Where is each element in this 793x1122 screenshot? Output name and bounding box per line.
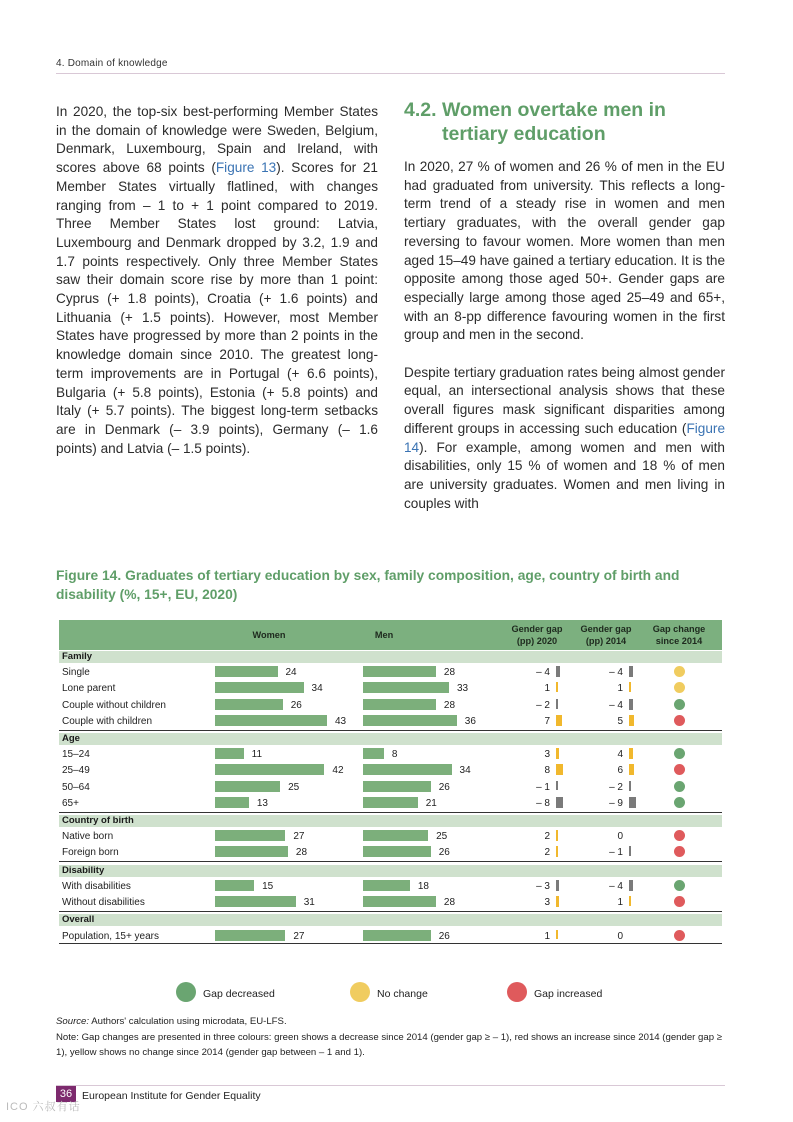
women-bar [215,764,324,775]
group-divider [59,911,722,912]
gap-2014-tick [629,781,631,792]
group-divider [59,943,722,944]
source-label: Source: [56,1016,90,1027]
women-value: 11 [251,749,263,760]
gap-2014-tick [629,880,633,891]
row-label: 15–24 [62,749,90,760]
women-bar [215,699,283,710]
row-label: 25–49 [62,765,90,777]
legend-label: Gap increased [534,988,603,1000]
gap-change-dot [674,748,685,759]
row-label: Couple with children [62,715,153,727]
gap-2020-tick [556,682,558,691]
left-text-2: ). Scores for 21 Member States virtually flatlined, with changes ranging from – 1 to + 1 point compared to 2019. Three Member States lost ground: Latvia, Luxembourg and Denmark dropped by 3.2, 1.9 and 1.7 points respectively. Only three Member States saw their domain score rise by more than 1 point: Cyprus (+ 1.8 points), Croatia (+ 1.6 points) and Lithuania (+ 1.5 points). However, most Member States have progressed by more than 2 points in the knowledge domain since 2010. The greatest long-term improvements are in Portugal (+ 6.6 points), Bulgaria (+ 5.8 points), Estonia (+ 5.8 points) and Italy (+ 5.7 points). The biggest long-term setbacks are in Denmark (– 3.9 points), Germany (– 1.6 points) and Latvia (– 1.5 points). [56,160,378,456]
right-text-1: Despite tertiary graduation rates being almost gender equal, an intersectional analysis shows that these overall figures mask significant disparities among different groups in accessing such education ( [404,364,725,436]
men-bar [363,699,436,710]
gap-2020-value: – 8 [536,797,550,809]
footer-divider [56,1085,725,1086]
men-bar [363,846,431,857]
gap-2020-tick [556,699,558,710]
gap-2020-tick [556,896,559,907]
gap-2020-tick [556,715,562,726]
gap-2014-value: – 2 [609,781,623,793]
gap-2020-value: 3 [544,749,550,760]
chart-row [0,714,793,730]
men-bar [363,830,428,841]
gap-2014-tick [629,896,631,905]
gap-2014-value: 1 [617,897,623,909]
col-header-men: Men [374,630,394,640]
gap-2014-value: – 4 [609,667,623,678]
row-label: 50–64 [62,781,90,793]
col-header-gap-2020: Gender gap (pp) 2020 [511,624,563,646]
men-bar [363,880,410,891]
women-bar [215,930,285,941]
gap-2020-tick [556,764,563,775]
gap-2014-tick [629,748,633,759]
gap-2014-value: – 9 [609,797,623,809]
chart-row [0,698,793,714]
group-header-country-of-birth [59,815,722,827]
women-value: 31 [303,897,315,909]
source-text: Authors' calculation using microdata, EU-LFS. [89,1016,287,1027]
gap-change-dot [674,699,685,710]
left-text-1: In 2020, the top-six best-performing Member States in the domain of knowledge were Sweden, Belgium, Denmark, Luxembourg, Spain and Ireland, with scores above 68 points ( [56,104,378,176]
row-label: Lone parent [62,683,116,695]
gap-2020-tick [556,930,558,939]
chart-row [0,681,793,697]
gap-2020-tick [556,830,558,841]
gap-2014-tick [629,715,634,726]
left-column [56,103,378,458]
gap-2020-tick [556,666,560,677]
gap-change-dot [674,880,685,891]
gap-change-dot [674,682,685,693]
group-header-family [59,651,722,663]
women-value: 42 [332,765,344,777]
women-value: 25 [288,781,300,793]
gap-2020-value: – 2 [536,699,550,711]
gap-change-dot [674,930,685,941]
men-bar [363,930,431,941]
gap-2020-tick [556,846,558,857]
men-value: 28 [443,667,456,678]
chart-header-band [59,620,722,650]
col-header-gap-2014: Gender gap (pp) 2014 [580,624,632,646]
gap-change-dot [674,830,685,841]
gap-2014-value: 0 [617,931,623,942]
men-value: 26 [438,847,450,859]
women-bar [215,682,304,693]
gap-2014-tick [629,682,631,691]
row-label: Population, 15+ years [62,931,160,942]
men-bar [363,797,418,808]
right-paragraph-2 [404,364,725,514]
legend-label: No change [377,988,428,1000]
women-bar [215,830,285,841]
gap-2014-value: 6 [617,765,623,777]
row-label: 65+ [62,797,79,809]
gap-change-dot [674,764,685,775]
women-value: 15 [262,881,274,892]
women-bar [215,797,249,808]
gap-change-dot [674,715,685,726]
group-header-overall [59,914,722,926]
chart-row [0,763,793,779]
running-header: 4. Domain of knowledge [56,58,168,69]
left-paragraph [56,103,378,458]
men-value: 26 [438,781,450,793]
group-header-disability [59,865,722,877]
women-bar [215,846,288,857]
men-bar [363,896,436,907]
footer-publisher: European Institute for Gender Equality [82,1090,261,1102]
men-bar [363,715,457,726]
women-value: 27 [293,831,305,842]
gap-2020-tick [556,781,558,790]
men-bar [363,781,431,792]
row-label: Native born [62,831,114,842]
gap-2014-value: 4 [617,749,623,760]
group-label: Overall [62,914,95,925]
chart-row [0,747,793,763]
gap-2014-value: 1 [617,683,623,695]
chart-note: Note: Gap changes are presented in three colours: green shows a decrease since 2014 (gender gap ≥ – 1), red shows an increase since 2014 (gender gap ≥ 1), yellow shows no change since 2014 (gender gap between – 1 and 1). [56,1032,722,1058]
men-value: 26 [438,931,450,942]
men-bar [363,748,384,759]
women-bar [215,715,327,726]
group-divider [59,861,722,862]
gap-2014-tick [629,666,633,677]
chart-row [0,829,793,845]
gap-2020-value: – 4 [536,667,550,678]
chart-row [0,796,793,812]
figure-caption: Graduates of tertiary education by sex, family composition, age, country of birth and disability (%, 15+, EU, 2020) [56,568,680,602]
women-bar [215,781,280,792]
gap-2014-value: – 1 [609,847,623,859]
section-number: 4.2. [404,99,437,121]
gap-2014-value: 0 [617,831,623,842]
women-bar [215,666,278,677]
gap-2020-tick [556,880,559,891]
gap-2020-tick [556,797,563,808]
chart-row [0,895,793,911]
watermark: ICO 六叔有话 [6,1101,81,1113]
men-bar [363,682,449,693]
row-label: Single [62,667,90,678]
gap-2020-value: – 3 [536,881,550,892]
row-label: Foreign born [62,847,119,859]
section-title [404,98,734,146]
gap-change-dot [674,896,685,907]
group-label: Age [62,733,80,744]
women-value: 28 [295,847,308,859]
section-title-line-1: Women overtake men in [442,99,666,121]
men-value: 36 [464,715,476,727]
gap-change-dot [674,781,685,792]
gap-2020-value: 8 [544,765,550,777]
men-value: 21 [425,797,437,809]
chart-row [0,780,793,796]
women-bar [215,896,296,907]
legend-dot-gap-increased [507,982,527,1002]
women-bar [215,748,244,759]
gap-change-dot [674,846,685,857]
group-divider [59,812,722,813]
women-value: 26 [290,699,302,711]
men-bar [363,764,452,775]
women-value: 34 [311,683,323,695]
gap-2014-value: – 4 [609,699,623,711]
gap-2020-value: 1 [544,931,550,942]
col-header-women: Women [252,630,286,640]
legend-dot-gap-decreased [176,982,196,1002]
group-header-age [59,733,722,745]
gap-2014-value: – 4 [609,881,623,892]
legend-dot-no-change [350,982,370,1002]
row-label: Without disabilities [62,897,145,909]
gap-2014-tick [629,764,634,775]
row-label: With disabilities [62,881,131,892]
group-label: Family [62,651,93,662]
gap-2020-value: 1 [544,683,550,695]
gap-2014-value: 5 [617,715,623,727]
right-text-2: ). For example, among women and men with disabilities, only 15 % of women and 18 % of men are university graduates. Women and men living in couples with [404,439,725,511]
men-value: 8 [391,749,398,760]
figure-title [56,566,725,604]
gap-2014-tick [629,699,633,710]
gap-2020-value: – 1 [536,781,550,793]
gap-change-dot [674,666,685,677]
chart-row [0,845,793,861]
figure-13-link[interactable]: Figure 13 [215,160,277,176]
men-value: 34 [459,765,471,777]
women-value: 24 [285,667,297,678]
women-value: 43 [335,715,347,727]
group-label: Disability [62,865,105,876]
men-value: 25 [436,831,448,842]
section-title-line-2: tertiary education [442,123,606,145]
men-value: 33 [456,683,469,695]
legend-label: Gap decreased [203,988,275,1000]
gap-2020-value: 2 [544,847,550,859]
women-bar [215,880,254,891]
right-paragraph-1: In 2020, 27 % of women and 26 % of men in the EU had graduated from university. This reflects a long-term trend of a steady rise in women and men tertiary graduates, with the overall gender gap reversing to favour women. More women than men aged 15–49 have gained a tertiary education. It is the opposite among those aged 50+. Gender gaps are especially large among those aged 25–49 and 65+, with an 8-pp difference favouring women in the first group and men in the second. [404,159,725,343]
header-divider [56,73,725,74]
group-divider [59,730,722,731]
gap-change-dot [674,797,685,808]
row-label: Couple without children [62,699,166,711]
figure-14-link[interactable]: Figure 14 [404,420,725,455]
chart-row [0,879,793,895]
women-value: 27 [293,931,305,942]
gap-2020-value: 7 [544,715,550,727]
gap-2014-tick [629,797,636,808]
figure-label: Figure 14. [56,568,122,583]
gap-2020-value: 2 [544,831,550,842]
men-bar [363,666,436,677]
right-column [404,158,725,513]
gap-2020-tick [556,748,559,759]
chart-row [0,665,793,681]
men-value: 28 [443,897,456,909]
gap-2014-tick [629,846,631,855]
men-value: 18 [417,881,429,892]
source-line [56,1016,287,1027]
men-value: 28 [443,699,456,711]
gap-2020-value: 3 [544,897,550,909]
page-number: 36 [56,1086,76,1102]
women-value: 13 [256,797,268,809]
col-header-gap-change: Gap change since 2014 [652,624,706,646]
group-label: Country of birth [62,815,134,826]
